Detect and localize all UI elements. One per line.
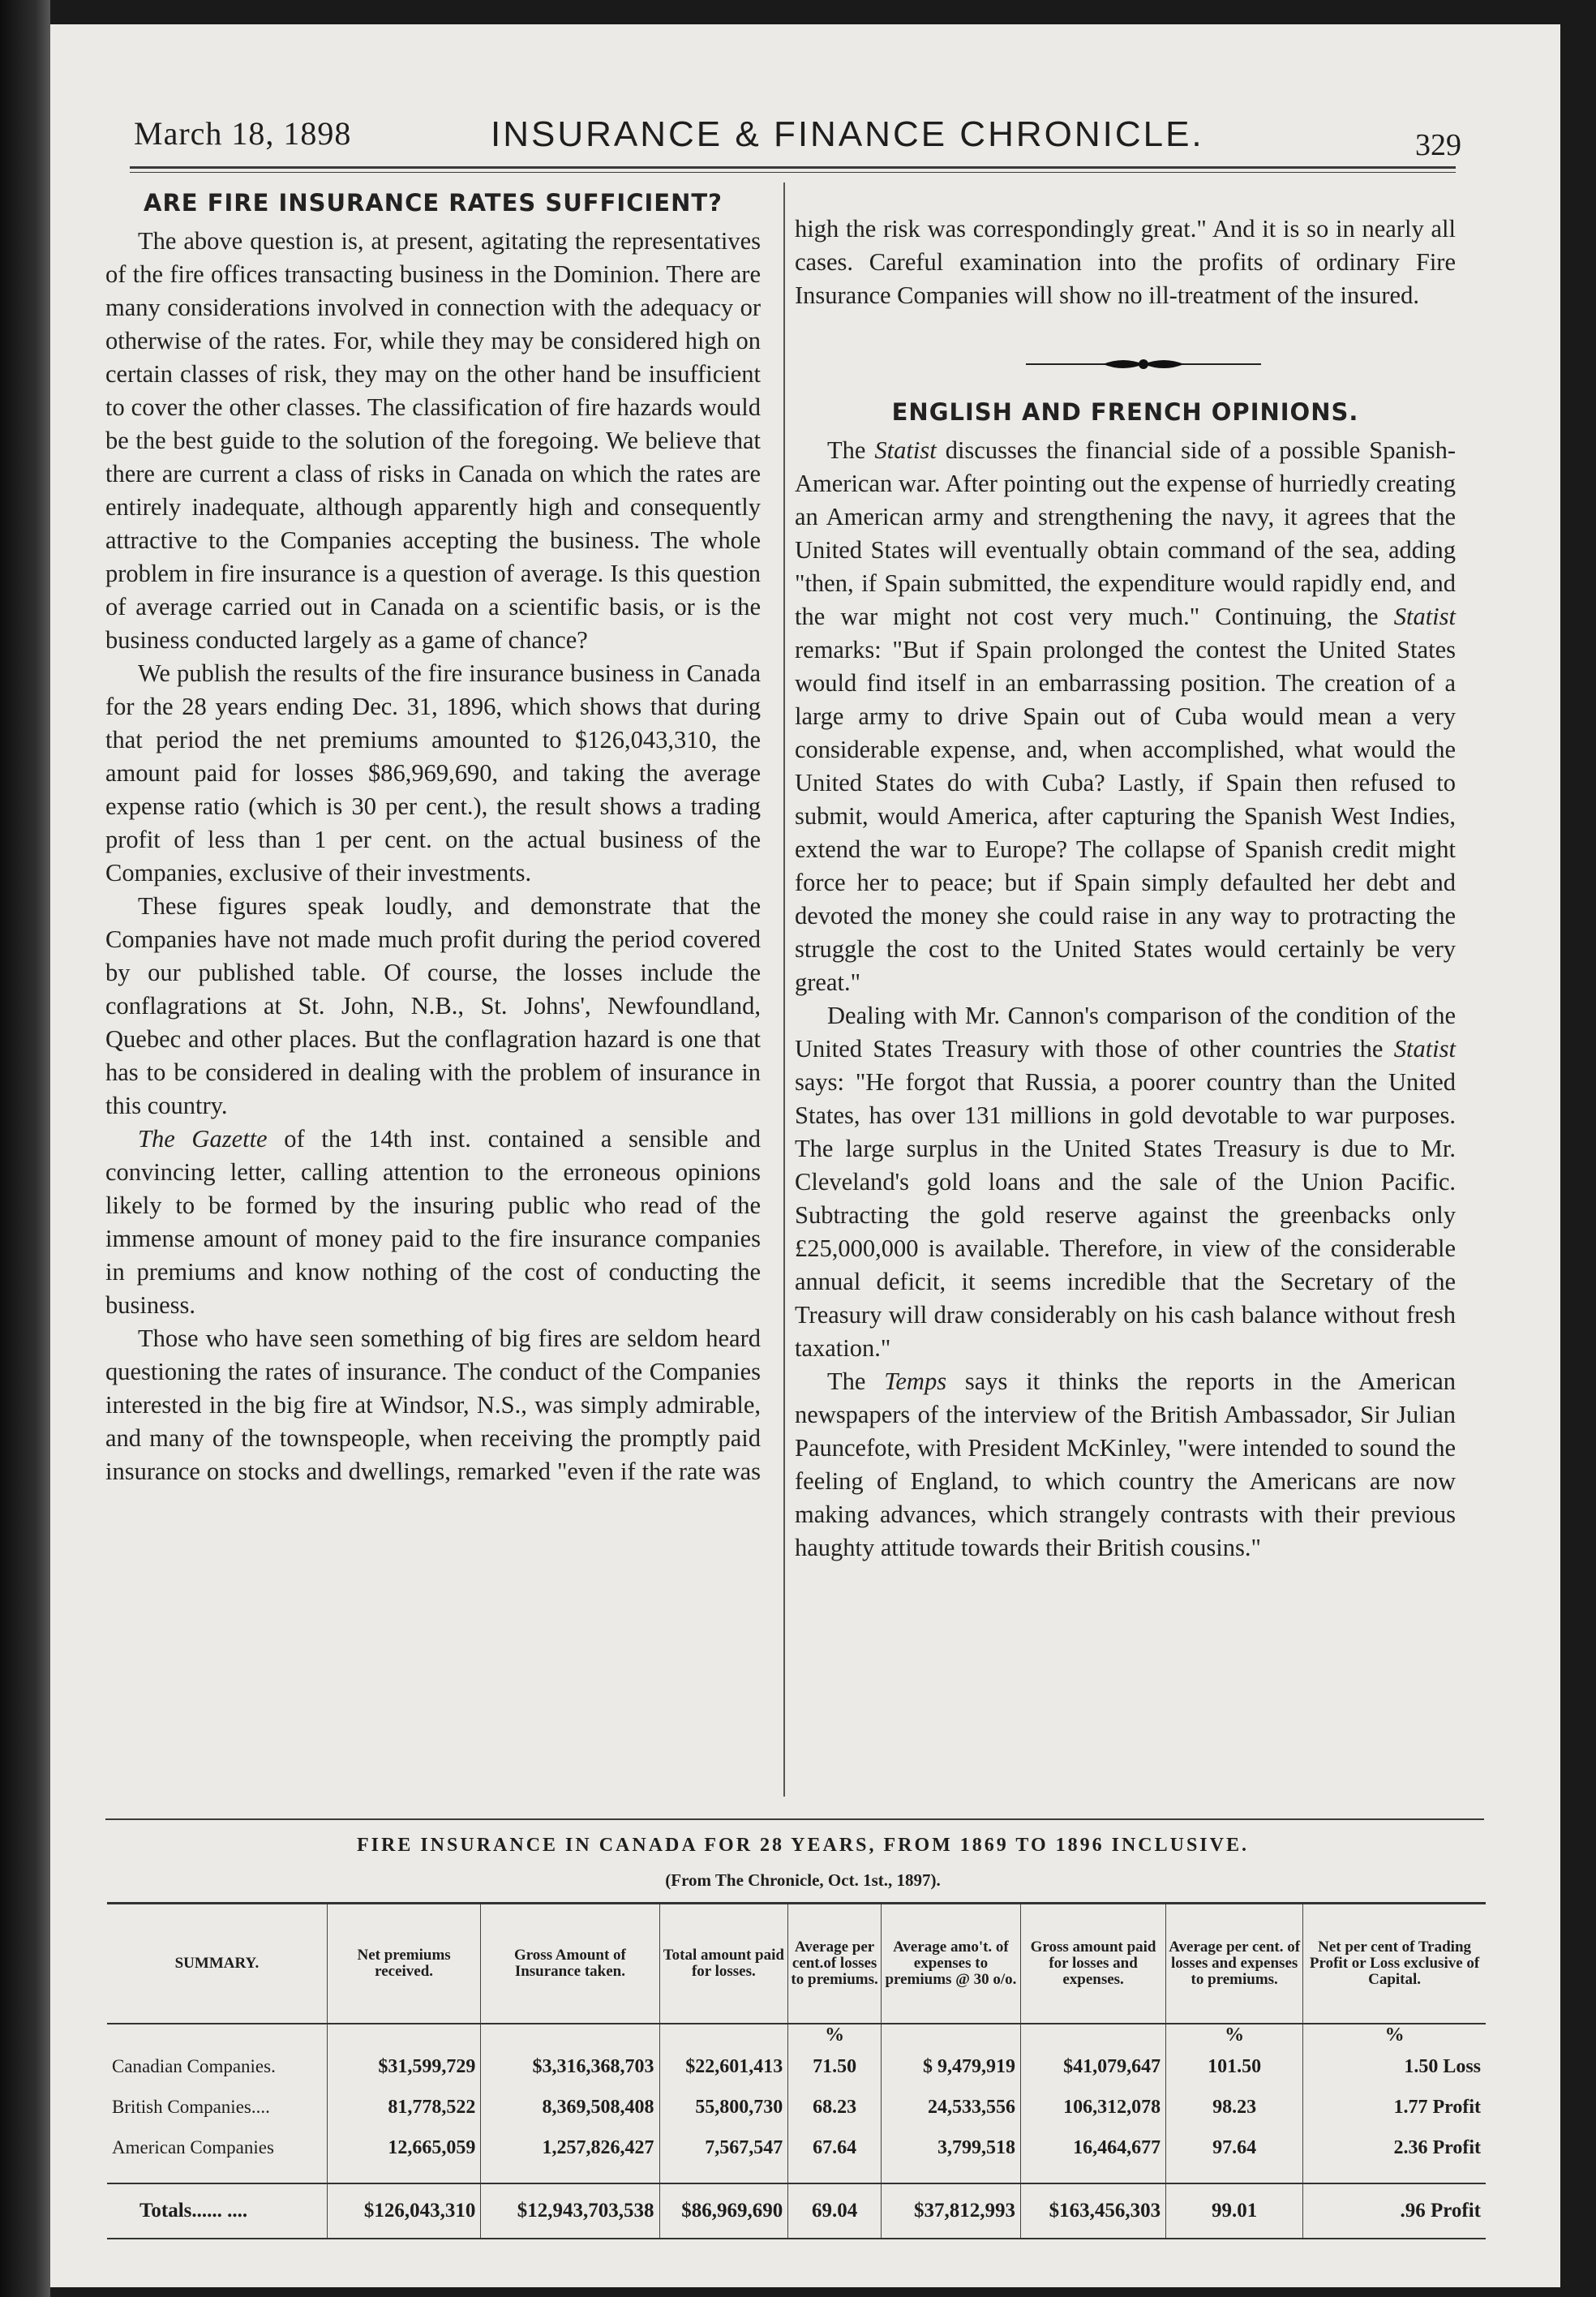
- header-rule-thin: [130, 172, 1456, 173]
- blank-cell: [481, 2024, 659, 2046]
- blank-cell: [1303, 2168, 1486, 2183]
- table-cell: 98.23: [1166, 2087, 1303, 2127]
- page-header: [134, 109, 1461, 162]
- paragraph-text: says it thinks the reports in the American newspapers of the interview of the British Ambassador, Sir Julian Pauncefote, with President McKinley, "were intended to sound the feeling of England, to which country the Americans are now making advances, which strangely contrasts with their previous haughty attitude towards their British cousins.": [795, 1367, 1456, 1561]
- total-cell: $37,812,993: [881, 2183, 1020, 2239]
- column-header: SUMMARY.: [107, 1904, 327, 2024]
- issue-date: March 18, 1898: [134, 115, 352, 152]
- table-cell: 16,464,677: [1020, 2127, 1165, 2168]
- paragraph: The above question is, at present, agitating the representatives of the fire offices transacting business in the Dominion. There are many considerations involved in connection with the adequacy or otherwise of the rates. For, while they may be considered high on certain classes of risk, they may on the other hand be insufficient to cover the other classes. The classification of fire hazards would be the best guide to the solution of the foregoing. We believe that there are current a class of risks in Canada on which the rates are entirely inadequate, although apparently high and consequently attractive to the Companies accepting the business. The whole problem in fire insurance is a question of average. Is this question of average carried out in Canada on a scientific basis, or is the business conducted largely as a game of chance?: [105, 227, 761, 654]
- paragraph: We publish the results of the fire insurance business in Canada for the 28 years ending Dec. 31, 1896, which shows that during that period the net premiums amounted to $126,043,310, the amount paid for losses $86,969,690, and taking the average expense ratio (which is 30 per cent.), the result shows a trading profit of less than 1 per cent. on the actual business of the Companies, exclusive of their investments.: [105, 659, 761, 887]
- journal-title: INSURANCE & FINANCE CHRONICLE.: [491, 114, 1204, 154]
- table-cell: 12,665,059: [327, 2127, 480, 2168]
- table-cell: 3,799,518: [881, 2127, 1020, 2168]
- table-cell: $ 9,479,919: [881, 2046, 1020, 2087]
- paragraph: [795, 434, 1456, 999]
- percent-unit: %: [788, 2024, 882, 2046]
- article-heading-opinions: ENGLISH AND FRENCH OPINIONS.: [891, 398, 1359, 426]
- paragraph-text: of the 14th inst. contained a sensible and convincing letter, calling attention to the erroneous opinions likely to be formed by the insuring public who read of the immense amount of money paid to the fire insurance companies in premiums and know nothing of the cost of conducting the business.: [105, 1125, 762, 1319]
- table-cell: 97.64: [1166, 2127, 1303, 2168]
- table-row: [107, 2127, 1486, 2168]
- section-ornament: [1026, 354, 1261, 374]
- totals-row: [107, 2183, 1486, 2239]
- table-cell: 101.50: [1166, 2046, 1303, 2087]
- column-header: Average per cent. of losses and expenses to premiums.: [1166, 1904, 1303, 2024]
- column-header: Average per cent.of losses to premiums.: [788, 1904, 882, 2024]
- column-header: Net per cent of Trading Profit or Loss exclusive of Capital.: [1303, 1904, 1486, 2024]
- table-source: (From The Chronicle, Oct. 1st., 1897).: [665, 1870, 941, 1890]
- blank-cell: [659, 2024, 788, 2046]
- table-cell: $22,601,413: [659, 2046, 788, 2087]
- blank-cell: [1020, 2168, 1165, 2183]
- table-top-rule: [105, 1818, 1484, 1820]
- statist-title: Statist: [1393, 603, 1456, 630]
- left-column: [105, 187, 761, 1488]
- table-cell: $31,599,729: [327, 2046, 480, 2087]
- blank-cell: [788, 2168, 882, 2183]
- total-cell: $86,969,690: [659, 2183, 788, 2239]
- column-header: Gross Amount of Insurance taken.: [481, 1904, 659, 2024]
- blank-cell: [327, 2024, 480, 2046]
- right-column: [795, 213, 1456, 334]
- total-cell: $126,043,310: [327, 2183, 480, 2239]
- total-cell: 99.01: [1166, 2183, 1303, 2239]
- totals-label: Totals...... ....: [107, 2183, 327, 2239]
- blank-cell: [107, 2168, 327, 2183]
- table-title: FIRE INSURANCE IN CANADA FOR 28 YEARS, FROM 1869 TO 1896 INCLUSIVE.: [357, 1835, 1249, 1856]
- continued-paragraph: [795, 213, 1456, 312]
- table-cell: 67.64: [788, 2127, 882, 2168]
- continued-text: high the risk was correspondingly great." And it is so in nearly all cases. Careful examination into the profits of ordinary Fire Insurance Companies will show no ill-treatment of the insured.: [795, 215, 1456, 309]
- header-rule: [130, 166, 1456, 169]
- column-header: Net premiums received.: [327, 1904, 480, 2024]
- table-cell: 81,778,522: [327, 2087, 480, 2127]
- column-divider: [783, 182, 785, 1797]
- table-cell: 68.23: [788, 2087, 882, 2127]
- table-cell: 1.50 Loss: [1303, 2046, 1486, 2087]
- blank-cell: [881, 2168, 1020, 2183]
- table-cell: $3,316,368,703: [481, 2046, 659, 2087]
- table-cell: 71.50: [788, 2046, 882, 2087]
- column-header: Gross amount paid for losses and expenses.: [1020, 1904, 1165, 2024]
- paragraph-text: The: [827, 436, 875, 464]
- table-cell: 1,257,826,427: [481, 2127, 659, 2168]
- paragraph-text: Dealing with Mr. Cannon's comparison of the condition of the United States Treasury with those of other countries the: [795, 1002, 1456, 1063]
- row-label: Canadian Companies.: [112, 2056, 276, 2076]
- paragraph: [795, 999, 1456, 1365]
- table-cell: 1.77 Profit: [1303, 2087, 1486, 2127]
- blank-cell: [1020, 2024, 1165, 2046]
- blank-cell: [327, 2168, 480, 2183]
- table-row: [107, 2087, 1486, 2127]
- total-cell: 69.04: [788, 2183, 882, 2239]
- table-cell: 24,533,556: [881, 2087, 1020, 2127]
- column-header: Average amo't. of expenses to premiums @ 30 o/o.: [881, 1904, 1020, 2024]
- temps-title: Temps: [884, 1367, 947, 1395]
- paragraph: Those who have seen something of big fires are seldom heard questioning the rates of insurance. The conduct of the Companies interested in the big fire at Windsor, N.S., was simply admirable, and many of the townspeople, when receiving the promptly paid insurance on stocks and dwellings, remarked "even if the rate was: [105, 1325, 761, 1485]
- table-cell: $41,079,647: [1020, 2046, 1165, 2087]
- table-row: [107, 2046, 1486, 2087]
- total-cell: .96 Profit: [1303, 2183, 1486, 2239]
- blank-cell: [659, 2168, 788, 2183]
- table-cell: 55,800,730: [659, 2087, 788, 2127]
- table-header-row: [107, 1904, 1486, 2024]
- total-cell: $12,943,703,538: [481, 2183, 659, 2239]
- statist-title: Statist: [874, 436, 937, 464]
- statist-title: Statist: [1393, 1035, 1456, 1063]
- table-cell: 8,369,508,408: [481, 2087, 659, 2127]
- right-column-opinions: [795, 396, 1456, 1565]
- paragraph-text: The: [827, 1367, 885, 1395]
- spacer-row: [107, 2168, 1486, 2183]
- blank-cell: [1166, 2168, 1303, 2183]
- percent-unit: %: [1303, 2024, 1486, 2046]
- row-label: American Companies: [112, 2137, 274, 2157]
- blank-cell: [881, 2024, 1020, 2046]
- paragraph: [795, 1365, 1456, 1565]
- article-heading-fire-rates: ARE FIRE INSURANCE RATES SUFFICIENT?: [144, 189, 723, 217]
- fire-insurance-table: [107, 1902, 1486, 2239]
- table-cell: 2.36 Profit: [1303, 2127, 1486, 2168]
- paragraph: [105, 1123, 761, 1322]
- blank-cell: [107, 2024, 327, 2046]
- page-number: 329: [1415, 128, 1461, 162]
- paragraph: These figures speak loudly, and demonstrate that the Companies have not made much profit during the period covered by our published table. Of course, the losses include the conflagrations at St. John, N.B., St. Johns', Newfoundland, Quebec and other places. But the conflagration hazard is one that has to be considered in dealing with the problem of insurance in this country.: [105, 892, 761, 1119]
- gazette-title: The Gazette: [138, 1125, 268, 1153]
- paragraph-text: discusses the financial side of a possible Spanish-American war. After pointing out the expense of hurriedly creating an American army and strengthening the navy, it agrees that the United States will eventually obtain command of the sea, adding "then, if Spain submitted, the expenditure would rapidly end, and the war might not cost very much." Continuing, the: [795, 436, 1456, 630]
- blank-cell: [481, 2168, 659, 2183]
- paragraph-text: says: "He forgot that Russia, a poorer country than the United States, has over 131 millions in gold devotable to war purposes. The large surplus in the United States Treasury is due to Mr. Cleveland's gold loans and the sale of the Union Pacific. Subtracting the gold reserve against the greenbacks only £25,000,000 is available. Therefore, in view of the considerable annual deficit, it seems incredible that the Secretary of the Treasury will draw considerably on his cash balance without fresh taxation.": [795, 1068, 1456, 1362]
- page-gutter-shadow: [0, 0, 50, 2297]
- row-label: British Companies....: [112, 2097, 270, 2117]
- unit-row: [107, 2024, 1486, 2046]
- table-cell: 7,567,547: [659, 2127, 788, 2168]
- percent-unit: %: [1166, 2024, 1303, 2046]
- column-header: Total amount paid for losses.: [659, 1904, 788, 2024]
- paragraph-text: remarks: "But if Spain prolonged the contest the United States would find itself in an embarrassing position. The creation of a large army to drive Spain out of Cuba would mean a very considerable expense, and, when accomplished, what would the United States do with Cuba? Lastly, if Spain then refused to submit, would America, after capturing the Spanish West Indies, extend the war to Europe? The collapse of Spanish credit might force her to peace; but if Spain simply defaulted her debt and devoted the money she could raise in any way to protracting the struggle the cost to the United States would certainly be very great.": [795, 636, 1456, 996]
- table-cell: 106,312,078: [1020, 2087, 1165, 2127]
- total-cell: $163,456,303: [1020, 2183, 1165, 2239]
